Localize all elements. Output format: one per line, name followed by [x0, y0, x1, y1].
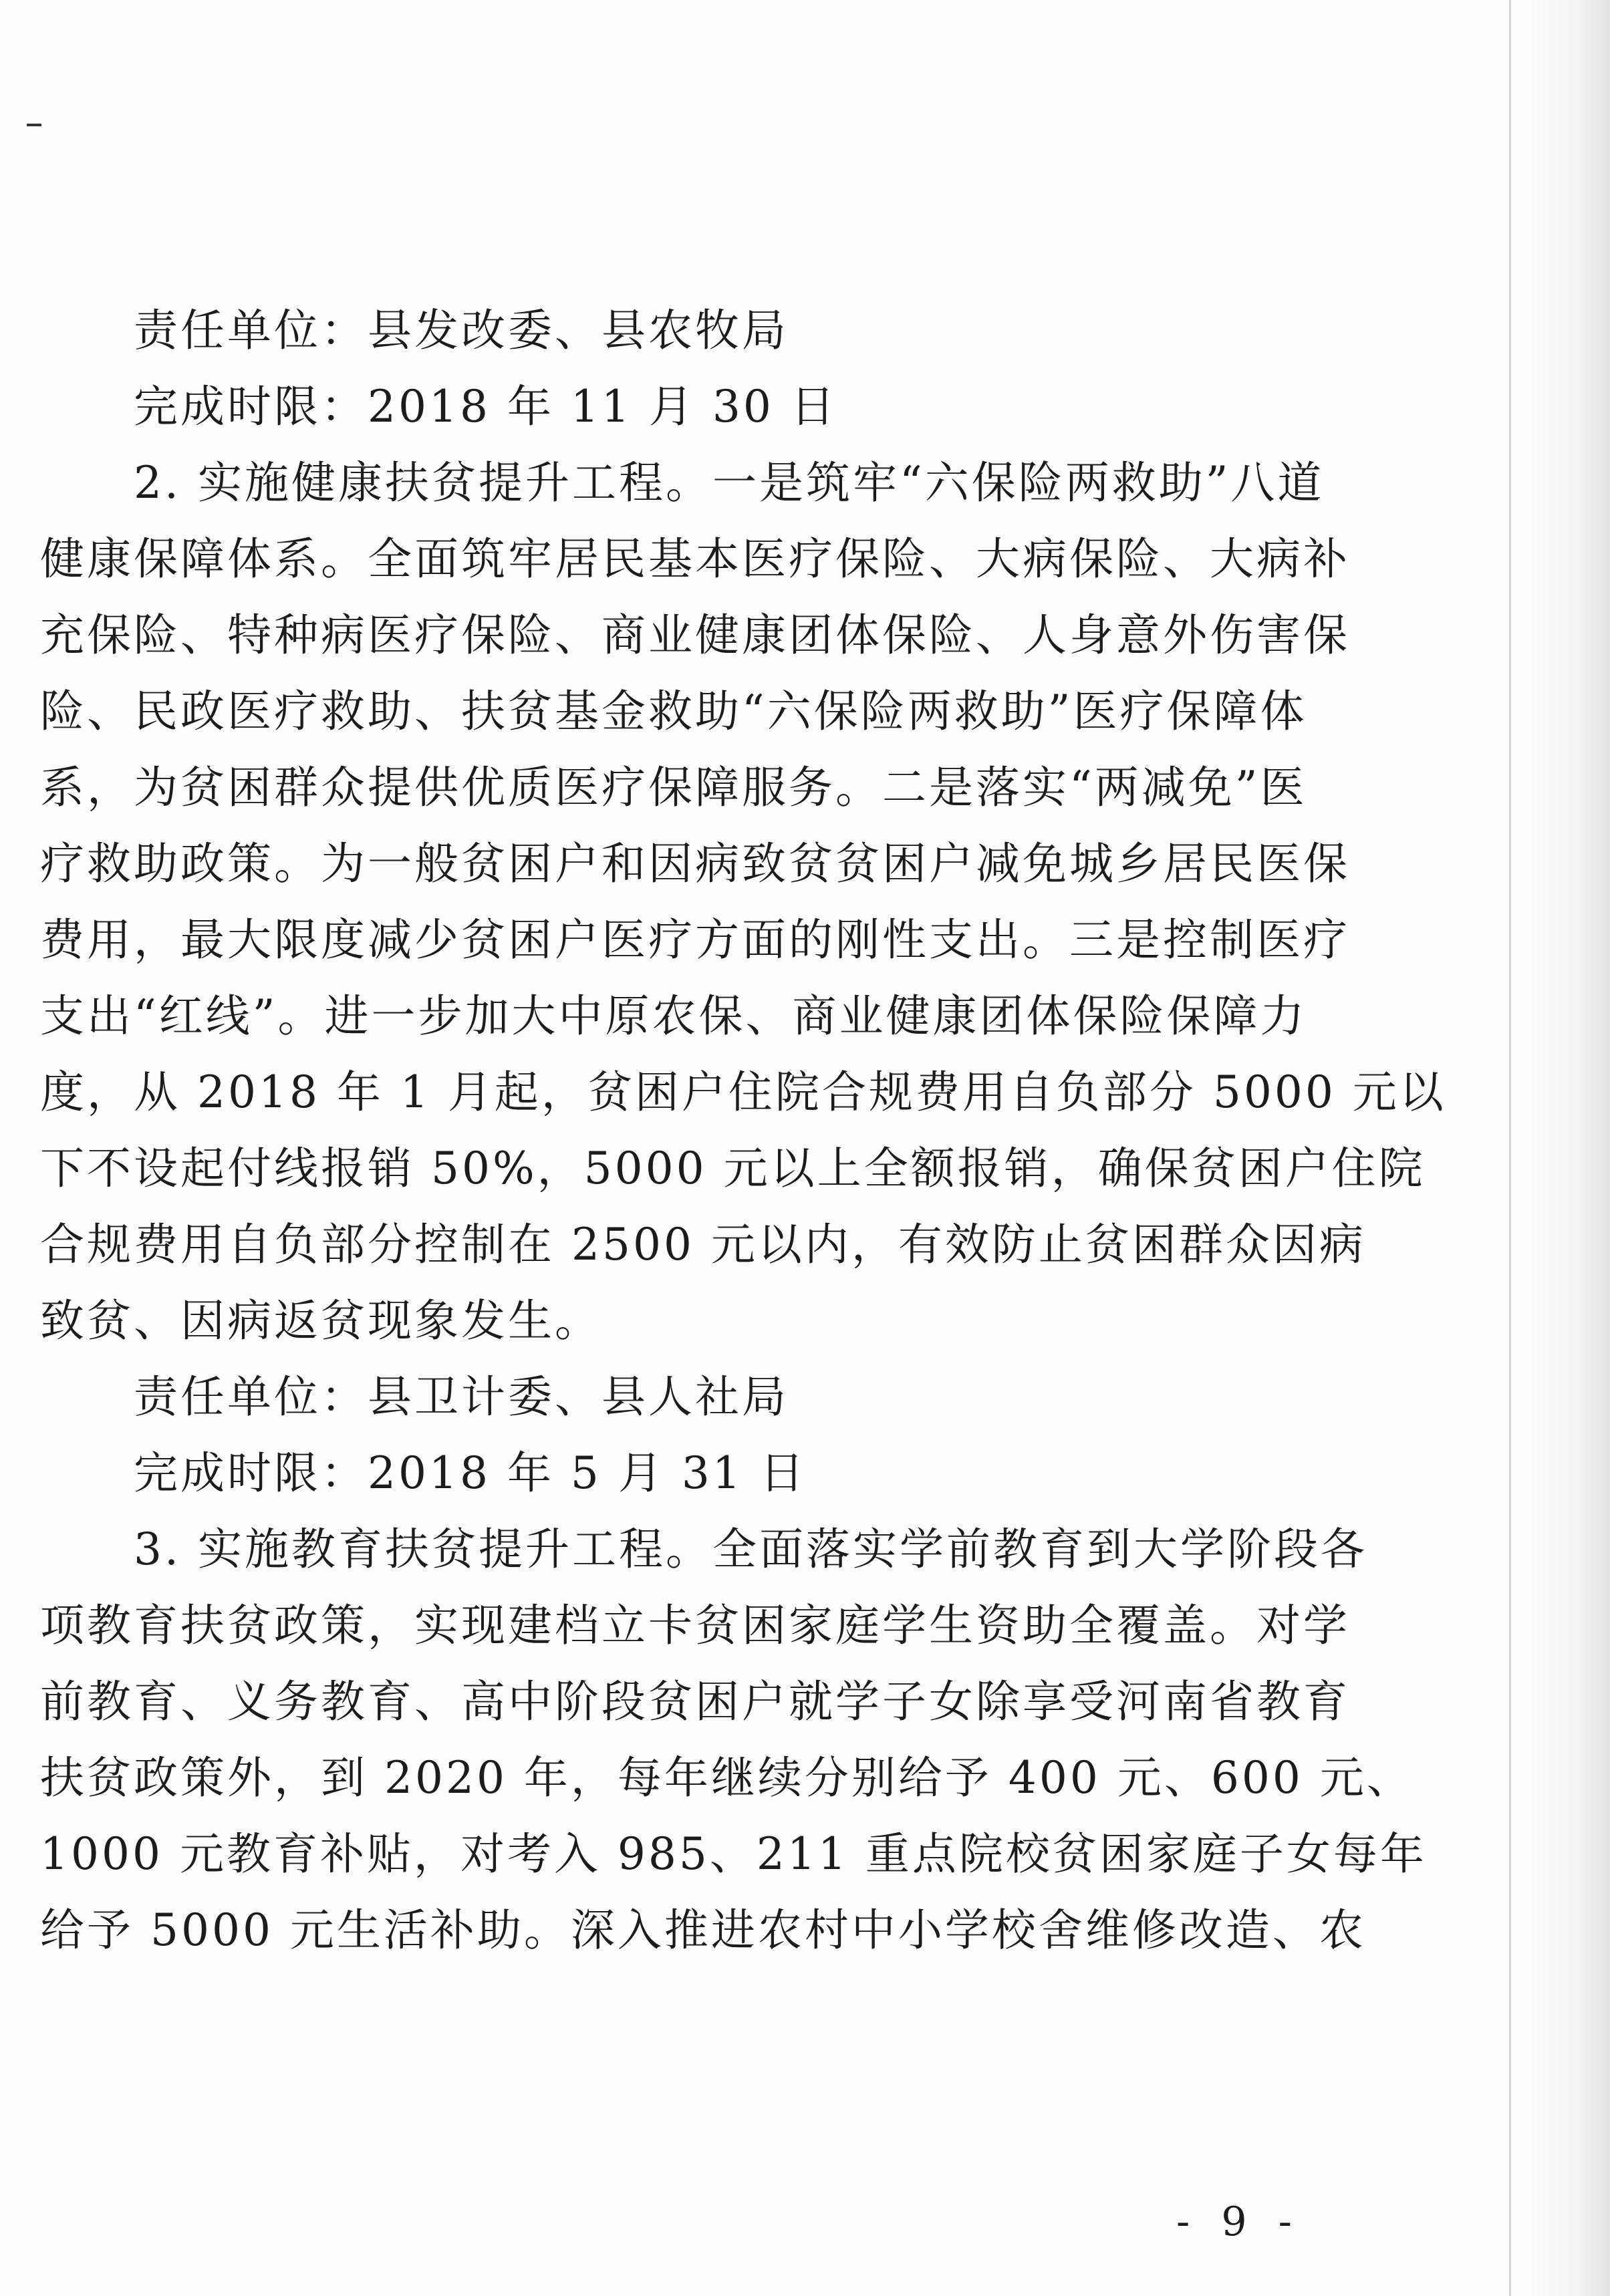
deadline-line: 完成时限：2018 年 11 月 30 日 [134, 381, 837, 432]
paragraph-line: 致贫、因病返贫现象发生。 [40, 1295, 601, 1346]
paragraph-line: 支出“红线”。进一步加大中原农保、商业健康团体保险保障力 [40, 990, 1307, 1042]
deadline-line: 完成时限：2018 年 5 月 31 日 [134, 1447, 807, 1499]
paragraph-line: 合规费用自负部分控制在 2500 元以内，有效防止贫困群众因病 [40, 1219, 1366, 1270]
paragraph-line: 前教育、义务教育、高中阶段贫困户就学子女除享受河南省教育 [40, 1676, 1350, 1727]
document-body [40, 293, 1446, 1969]
paragraph-line: 2. 实施健康扶贫提升工程。一是筑牢“六保险两救助”八道 [134, 457, 1325, 509]
paragraph-line: 项教育扶贫政策，实现建档立卡贫困家庭学生资助全覆盖。对学 [40, 1600, 1350, 1651]
paragraph-line: 疗救助政策。为一般贫困户和因病致贫贫困户减免城乡居民医保 [40, 838, 1350, 889]
page-edge-line [1509, 0, 1511, 2296]
paragraph-line: 费用，最大限度减少贫困户医疗方面的刚性支出。三是控制医疗 [40, 914, 1350, 966]
page-number: - 9 - [1176, 2198, 1301, 2245]
paragraph-line: 1000 元教育补贴，对考入 985、211 重点院校贫困家庭子女每年 [40, 1828, 1427, 1880]
paragraph-line: 度，从 2018 年 1 月起，贫困户住院合规费用自负部分 5000 元以 [40, 1066, 1446, 1118]
responsible-unit-line: 责任单位：县发改委、县农牧局 [134, 305, 789, 356]
paragraph-line: 扶贫政策外，到 2020 年，每年继续分别给予 400 元、600 元、 [40, 1752, 1414, 1804]
paragraph-line: 下不设起付线报销 50%，5000 元以上全额报销，确保贫困户住院 [40, 1143, 1426, 1194]
paragraph-line: 给予 5000 元生活补助。深入推进农村中小学校舍维修改造、农 [40, 1904, 1366, 1956]
responsible-unit-line: 责任单位：县卫计委、县人社局 [134, 1371, 789, 1423]
corner-mark [27, 124, 41, 126]
paragraph-line: 充保险、特种病医疗保险、商业健康团体保险、人身意外伤害保 [40, 609, 1350, 661]
paragraph-line: 3. 实施教育扶贫提升工程。全面落实学前教育到大学阶段各 [134, 1524, 1367, 1575]
paragraph-line: 险、民政医疗救助、扶贫基金救助“六保险两救助”医疗保障体 [40, 686, 1307, 737]
page-edge-shadow [1530, 0, 1610, 2296]
paragraph-line: 系，为贫困群众提供优质医疗保障服务。二是落实“两减免”医 [40, 762, 1307, 813]
paragraph-line: 健康保障体系。全面筑牢居民基本医疗保险、大病保险、大病补 [40, 533, 1350, 585]
